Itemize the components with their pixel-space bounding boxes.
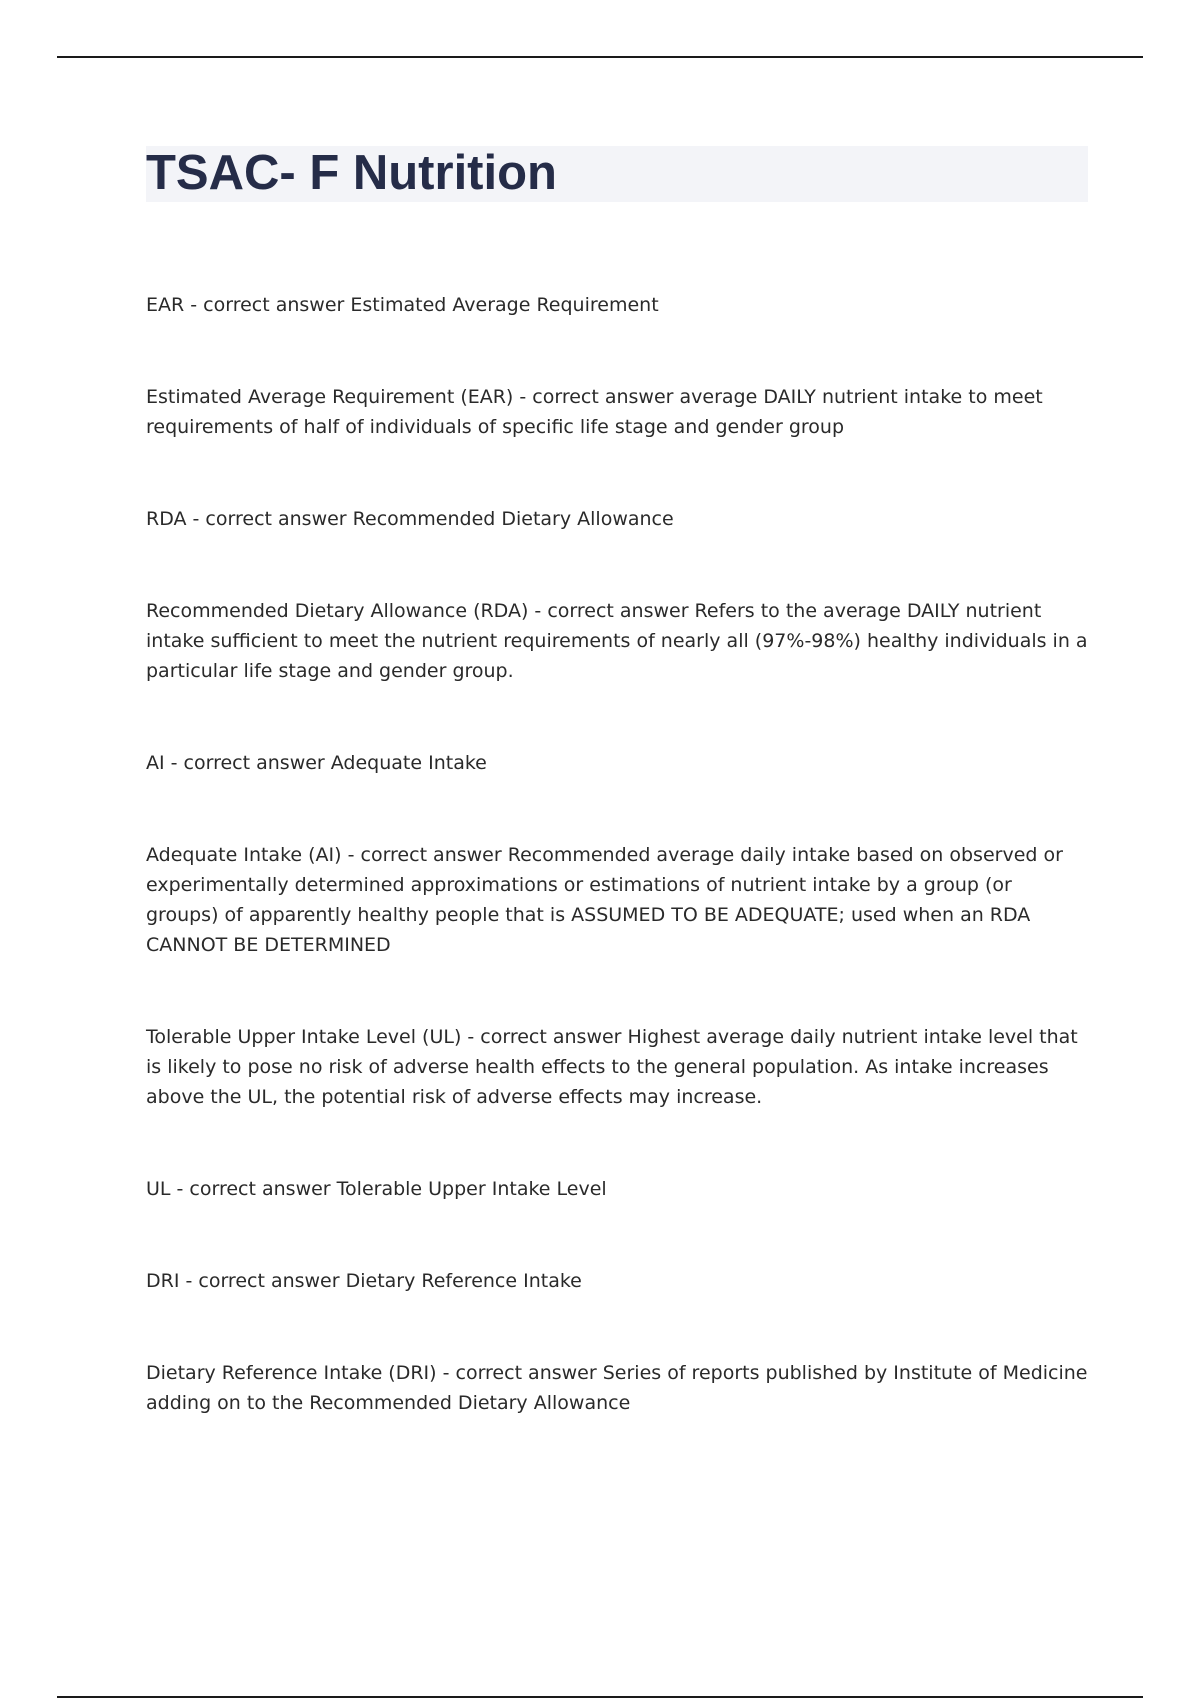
list-item: Tolerable Upper Intake Level (UL) - correct answer Highest average daily nutrient intake level that is likely to pose no risk of adverse health effects to the general population. As intake increases above the UL, the potential risk of adverse effects may increase.: [146, 1026, 1078, 1108]
list-item: AI - correct answer Adequate Intake: [146, 752, 487, 774]
list-item: DRI - correct answer Dietary Reference Intake: [146, 1270, 582, 1292]
flashcard-list: [146, 290, 1088, 1480]
list-item: Adequate Intake (AI) - correct answer Recommended average daily intake based on observed or experimentally determined approximations or estimations of nutrient intake by a group (or groups) of apparently healthy people that is ASSUMED TO BE ADEQUATE; used when an RDA CANNOT BE DETERMINED: [146, 844, 1063, 956]
list-item: Estimated Average Requirement (EAR) - correct answer average DAILY nutrient intake to meet requirements of half of individuals of specific life stage and gender group: [146, 386, 1043, 438]
document-title: TSAC- F Nutrition: [146, 146, 557, 200]
list-item: UL - correct answer Tolerable Upper Intake Level: [146, 1178, 607, 1200]
footer-rule: [57, 1696, 1143, 1698]
header-rule: [57, 56, 1143, 58]
list-item: Recommended Dietary Allowance (RDA) - correct answer Refers to the average DAILY nutrient intake sufficient to meet the nutrient requirements of nearly all (97%-98%) healthy individuals in a particular life stage and gender group.: [146, 600, 1088, 682]
list-item: Dietary Reference Intake (DRI) - correct answer Series of reports published by Institute of Medicine adding on to the Recommended Dietary Allowance: [146, 1362, 1088, 1414]
list-item: RDA - correct answer Recommended Dietary Allowance: [146, 508, 674, 530]
list-item: EAR - correct answer Estimated Average Requirement: [146, 294, 659, 316]
